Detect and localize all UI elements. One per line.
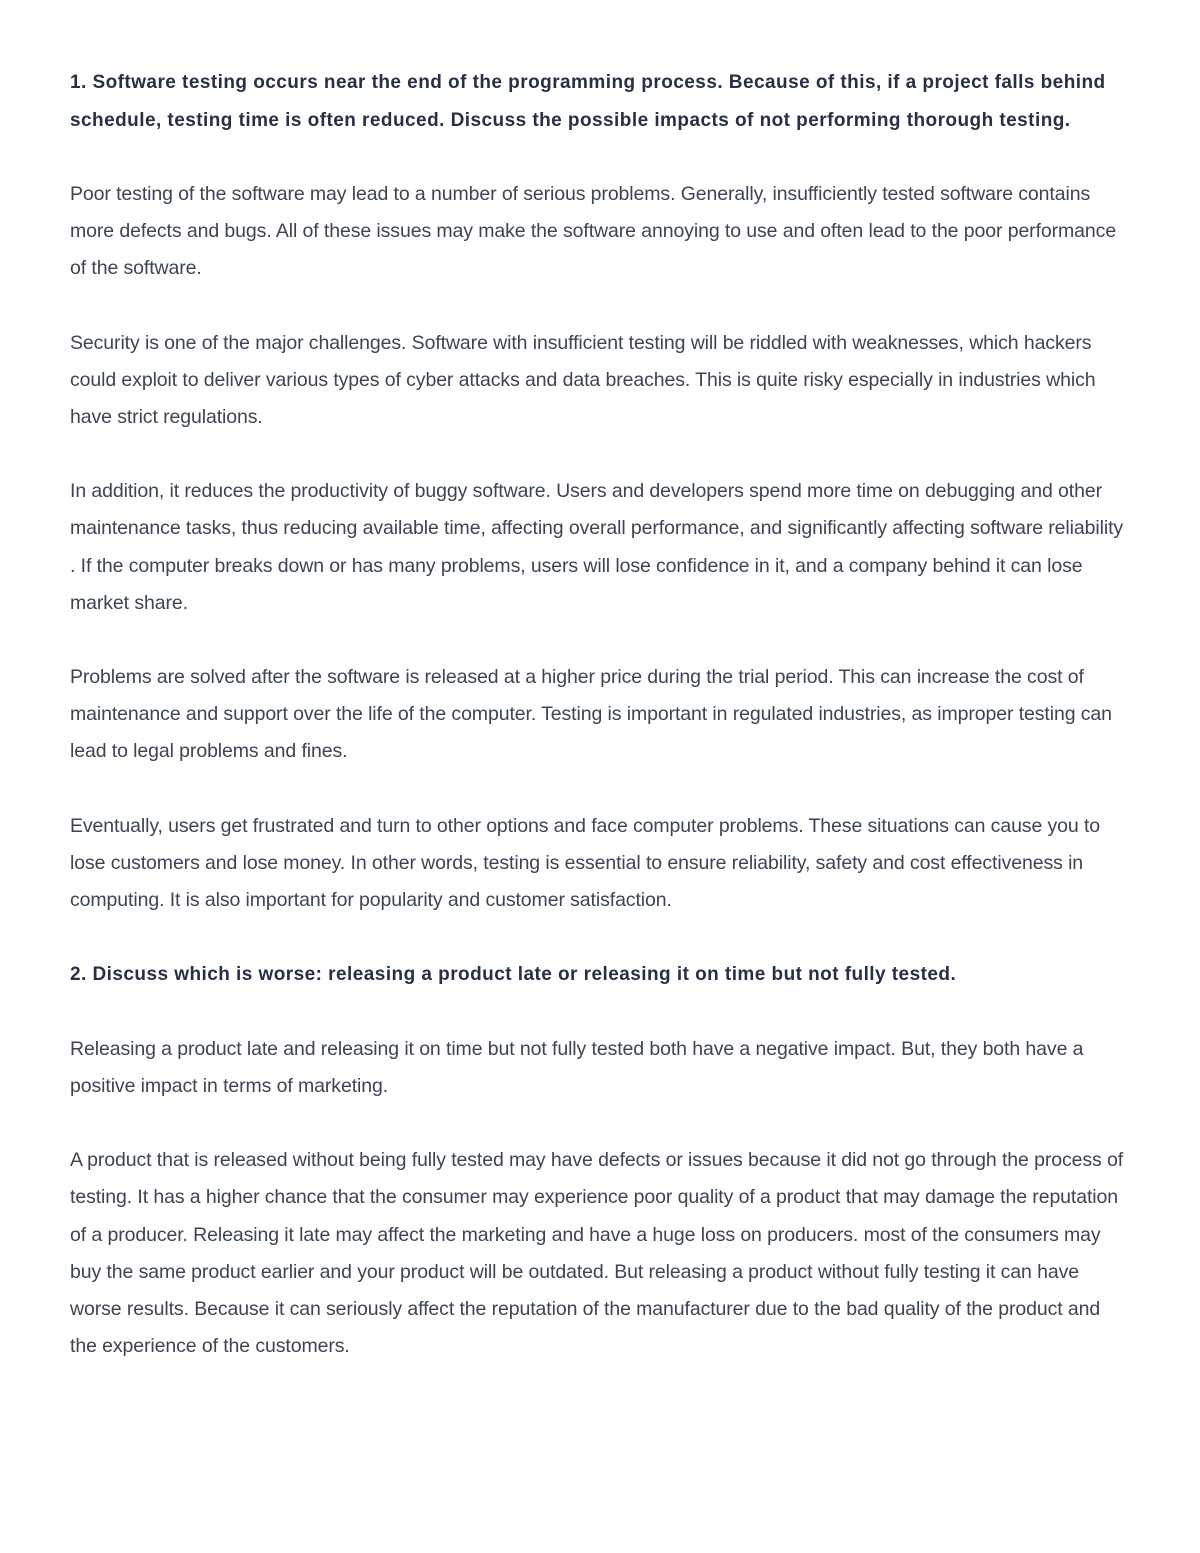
answer-2-paragraph-2: A product that is released without being fully tested may have defects or issues because it did not go through the process of testing. It has a higher chance that the consumer may experience poor quality of a product that may damage the reputation of a producer. Releasing it late may affect the marketing and have a huge loss on producers. most of the consumers may buy the same product earlier and your product will be outdated. But releasing a product without fully testing it can have worse results. Because it can seriously affect the reputation of the manufacturer due to the bad quality of the product and the experience of the customers.: [70, 1149, 1124, 1358]
document-page: [70, 64, 1132, 1365]
answer-1-paragraph-2: Security is one of the major challenges. Software with insufficient testing will be riddled with weaknesses, which hackers could exploit to deliver various types of cyber attacks and data breaches. This is quite risky especially in industries which have strict regulations.: [70, 331, 1096, 429]
answer-1-paragraph-5: Eventually, users get frustrated and turn to other options and face computer problems. These situations can cause you to lose customers and lose money. In other words, testing is essential to ensure reliability, safety and cost effectiveness in computing. It is also important for popularity and customer satisfaction.: [70, 814, 1101, 912]
answer-2-paragraph-1: Releasing a product late and releasing it on time but not fully tested both have a negative impact. But, they both have a positive impact in terms of marketing.: [70, 1037, 1084, 1097]
question-2-heading: 2. Discuss which is worse: releasing a product late or releasing it on time but not fully tested.: [70, 964, 957, 986]
answer-1-paragraph-3: In addition, it reduces the productivity of buggy software. Users and developers spend more time on debugging and other maintenance tasks, thus reducing available time, affecting overall performance, and significantly affecting software reliability . If the computer breaks down or has many problems, users will lose confidence in it, and a company behind it can lose market share.: [70, 480, 1124, 614]
question-1-heading: 1. Software testing occurs near the end of the programming process. Because of this, if a project falls behind schedule, testing time is often reduced. Discuss the possible impacts of not performing thorough testing.: [70, 72, 1106, 131]
answer-1-paragraph-4: Problems are solved after the software is released at a higher price during the trial period. This can increase the cost of maintenance and support over the life of the computer. Testing is important in regulated industries, as improper testing can lead to legal problems and fines.: [70, 666, 1112, 763]
answer-1-paragraph-1: Poor testing of the software may lead to a number of serious problems. Generally, insufficiently tested software contains more defects and bugs. All of these issues may make the software annoying to use and often lead to the poor performance of the software.: [70, 183, 1117, 280]
